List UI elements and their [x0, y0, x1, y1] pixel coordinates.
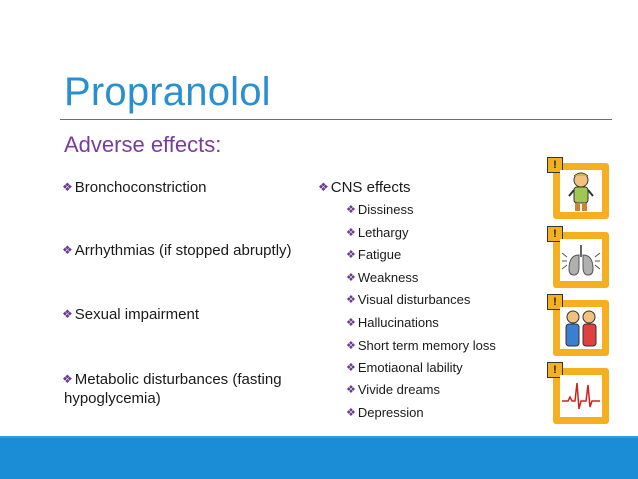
- bullet-text: Metabolic disturbances (fasting: [74, 371, 282, 388]
- diamond-bullet-icon: ❖: [346, 362, 356, 374]
- ecg-icon: [553, 364, 609, 424]
- diamond-bullet-icon: ❖: [346, 384, 356, 396]
- cns-item: ❖ Lethargy: [346, 225, 409, 240]
- cns-heading: [318, 178, 411, 198]
- cns-item: ❖ Hallucinations: [346, 315, 439, 330]
- exclamation-icon: !: [547, 157, 563, 173]
- cns-item: ❖ Dissiness: [346, 202, 414, 217]
- diamond-bullet-icon: ❖: [346, 340, 356, 352]
- left-bullet-sexual-impairment: [62, 305, 199, 325]
- diamond-bullet-icon: ❖: [62, 372, 73, 386]
- slide-subtitle: Adverse effects:: [64, 132, 222, 157]
- diamond-bullet-icon: ❖: [62, 243, 73, 257]
- exclamation-icon: !: [547, 226, 563, 242]
- bullet-text: Bronchoconstriction: [74, 179, 207, 196]
- left-bullet-bronchoconstriction: [62, 178, 207, 198]
- cns-item: ❖ Fatigue: [346, 247, 402, 262]
- diamond-bullet-icon: ❖: [346, 204, 356, 216]
- left-bullet-arrhythmias: [62, 241, 292, 261]
- diamond-bullet-icon: ❖: [346, 227, 356, 239]
- exclamation-icon: !: [547, 294, 563, 310]
- lungs-icon: [553, 228, 609, 288]
- slide-edge: [0, 0, 10, 479]
- diamond-bullet-icon: ❖: [346, 407, 356, 419]
- diamond-bullet-icon: ❖: [318, 180, 329, 194]
- diamond-bullet-icon: ❖: [62, 307, 73, 321]
- cns-item: ❖ Visual disturbances: [346, 292, 471, 307]
- cns-item: ❖ Depression: [346, 405, 424, 420]
- cns-heading-text: CNS effects: [330, 179, 411, 196]
- diamond-bullet-icon: ❖: [62, 180, 73, 194]
- person-sneezing-icon: [553, 159, 609, 219]
- diamond-bullet-icon: ❖: [346, 317, 356, 329]
- footer-accent-line: [0, 436, 638, 438]
- cns-item: ❖ Weakness: [346, 270, 419, 285]
- left-bullet-metabolic-continuation: hypoglycemia): [64, 390, 161, 407]
- diamond-bullet-icon: ❖: [346, 249, 356, 261]
- footer-bar: [0, 436, 638, 479]
- couple-back-to-back-icon: [553, 296, 609, 356]
- cns-item: ❖ Emotiaonal lability: [346, 360, 463, 375]
- exclamation-icon: !: [547, 362, 563, 378]
- left-bullet-metabolic: [62, 370, 282, 390]
- cns-item: ❖ Vivide dreams: [346, 382, 441, 397]
- bullet-text: Sexual impairment: [74, 306, 199, 323]
- diamond-bullet-icon: ❖: [346, 294, 356, 306]
- diamond-bullet-icon: ❖: [346, 272, 356, 284]
- title-divider: [60, 119, 612, 120]
- cns-item: ❖ Short term memory loss: [346, 338, 496, 353]
- slide-title: Propranolol: [64, 70, 271, 114]
- bullet-text: Arrhythmias (if stopped abruptly): [74, 242, 292, 259]
